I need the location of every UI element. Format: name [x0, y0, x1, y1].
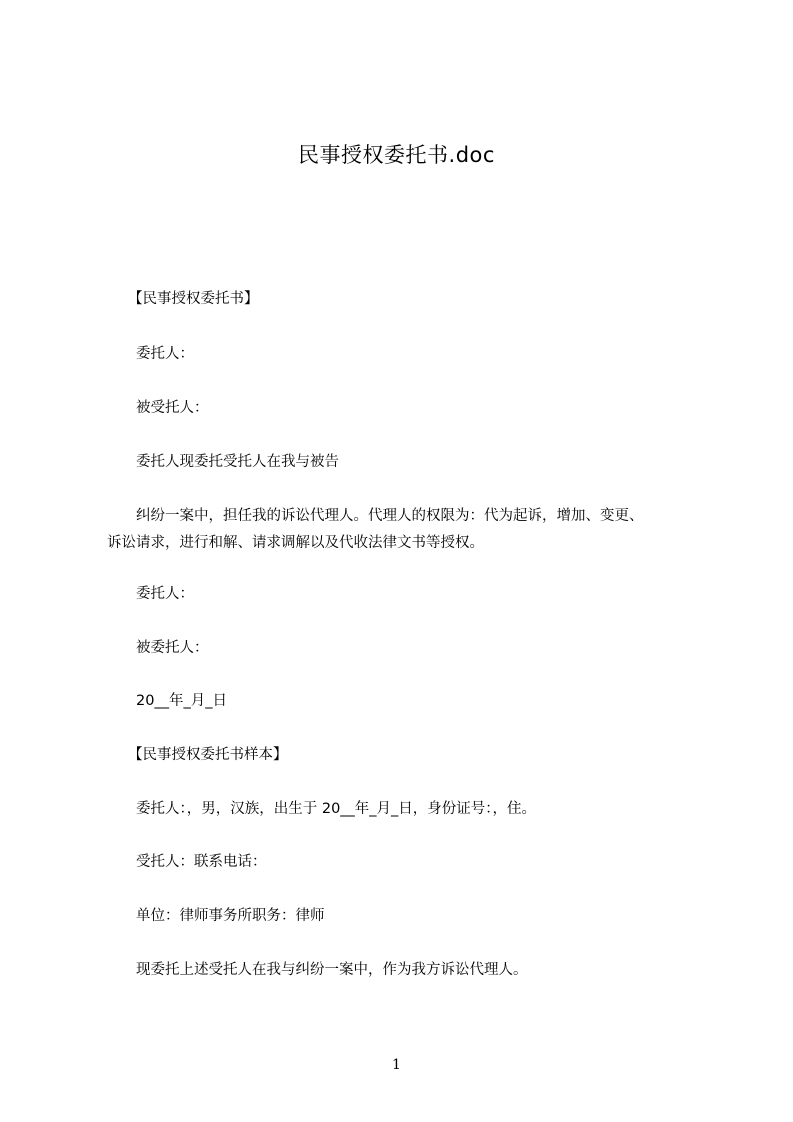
section-heading-sample: 【民事授权委托书样本】 [128, 747, 288, 763]
section-heading-power-of-attorney: 【民事授权委托书】 [128, 291, 259, 307]
signature-agent-label: 被委托人： [136, 640, 209, 656]
sample-client-info: 委托人：，男，汉族，出生于 20__年_月_日，身份证号：，住。 [136, 801, 537, 817]
sample-authorization-statement: 现委托上述受托人在我与纠纷一案中，作为我方诉讼代理人。 [136, 962, 528, 978]
page-number: 1 [392, 1057, 401, 1073]
document-title: 民事授权委托书.doc [298, 143, 495, 167]
authorization-scope-line-2: 诉讼请求，进行和解、请求调解以及代收法律文书等授权。 [107, 535, 484, 551]
agent-label: 被受托人： [136, 400, 209, 416]
sample-unit-info: 单位：律师事务所职务：律师 [136, 908, 325, 924]
signature-date: 20__年_月_日 [136, 693, 227, 709]
client-label: 委托人： [136, 346, 194, 362]
sample-agent-info: 受托人：联系电话： [136, 854, 267, 870]
authorization-scope-line-1: 纠纷一案中，担任我的诉讼代理人。代理人的权限为：代为起诉，增加、变更、 [136, 508, 644, 524]
authorization-statement: 委托人现委托受托人在我与被告 [136, 454, 339, 470]
signature-client-label: 委托人： [136, 586, 194, 602]
